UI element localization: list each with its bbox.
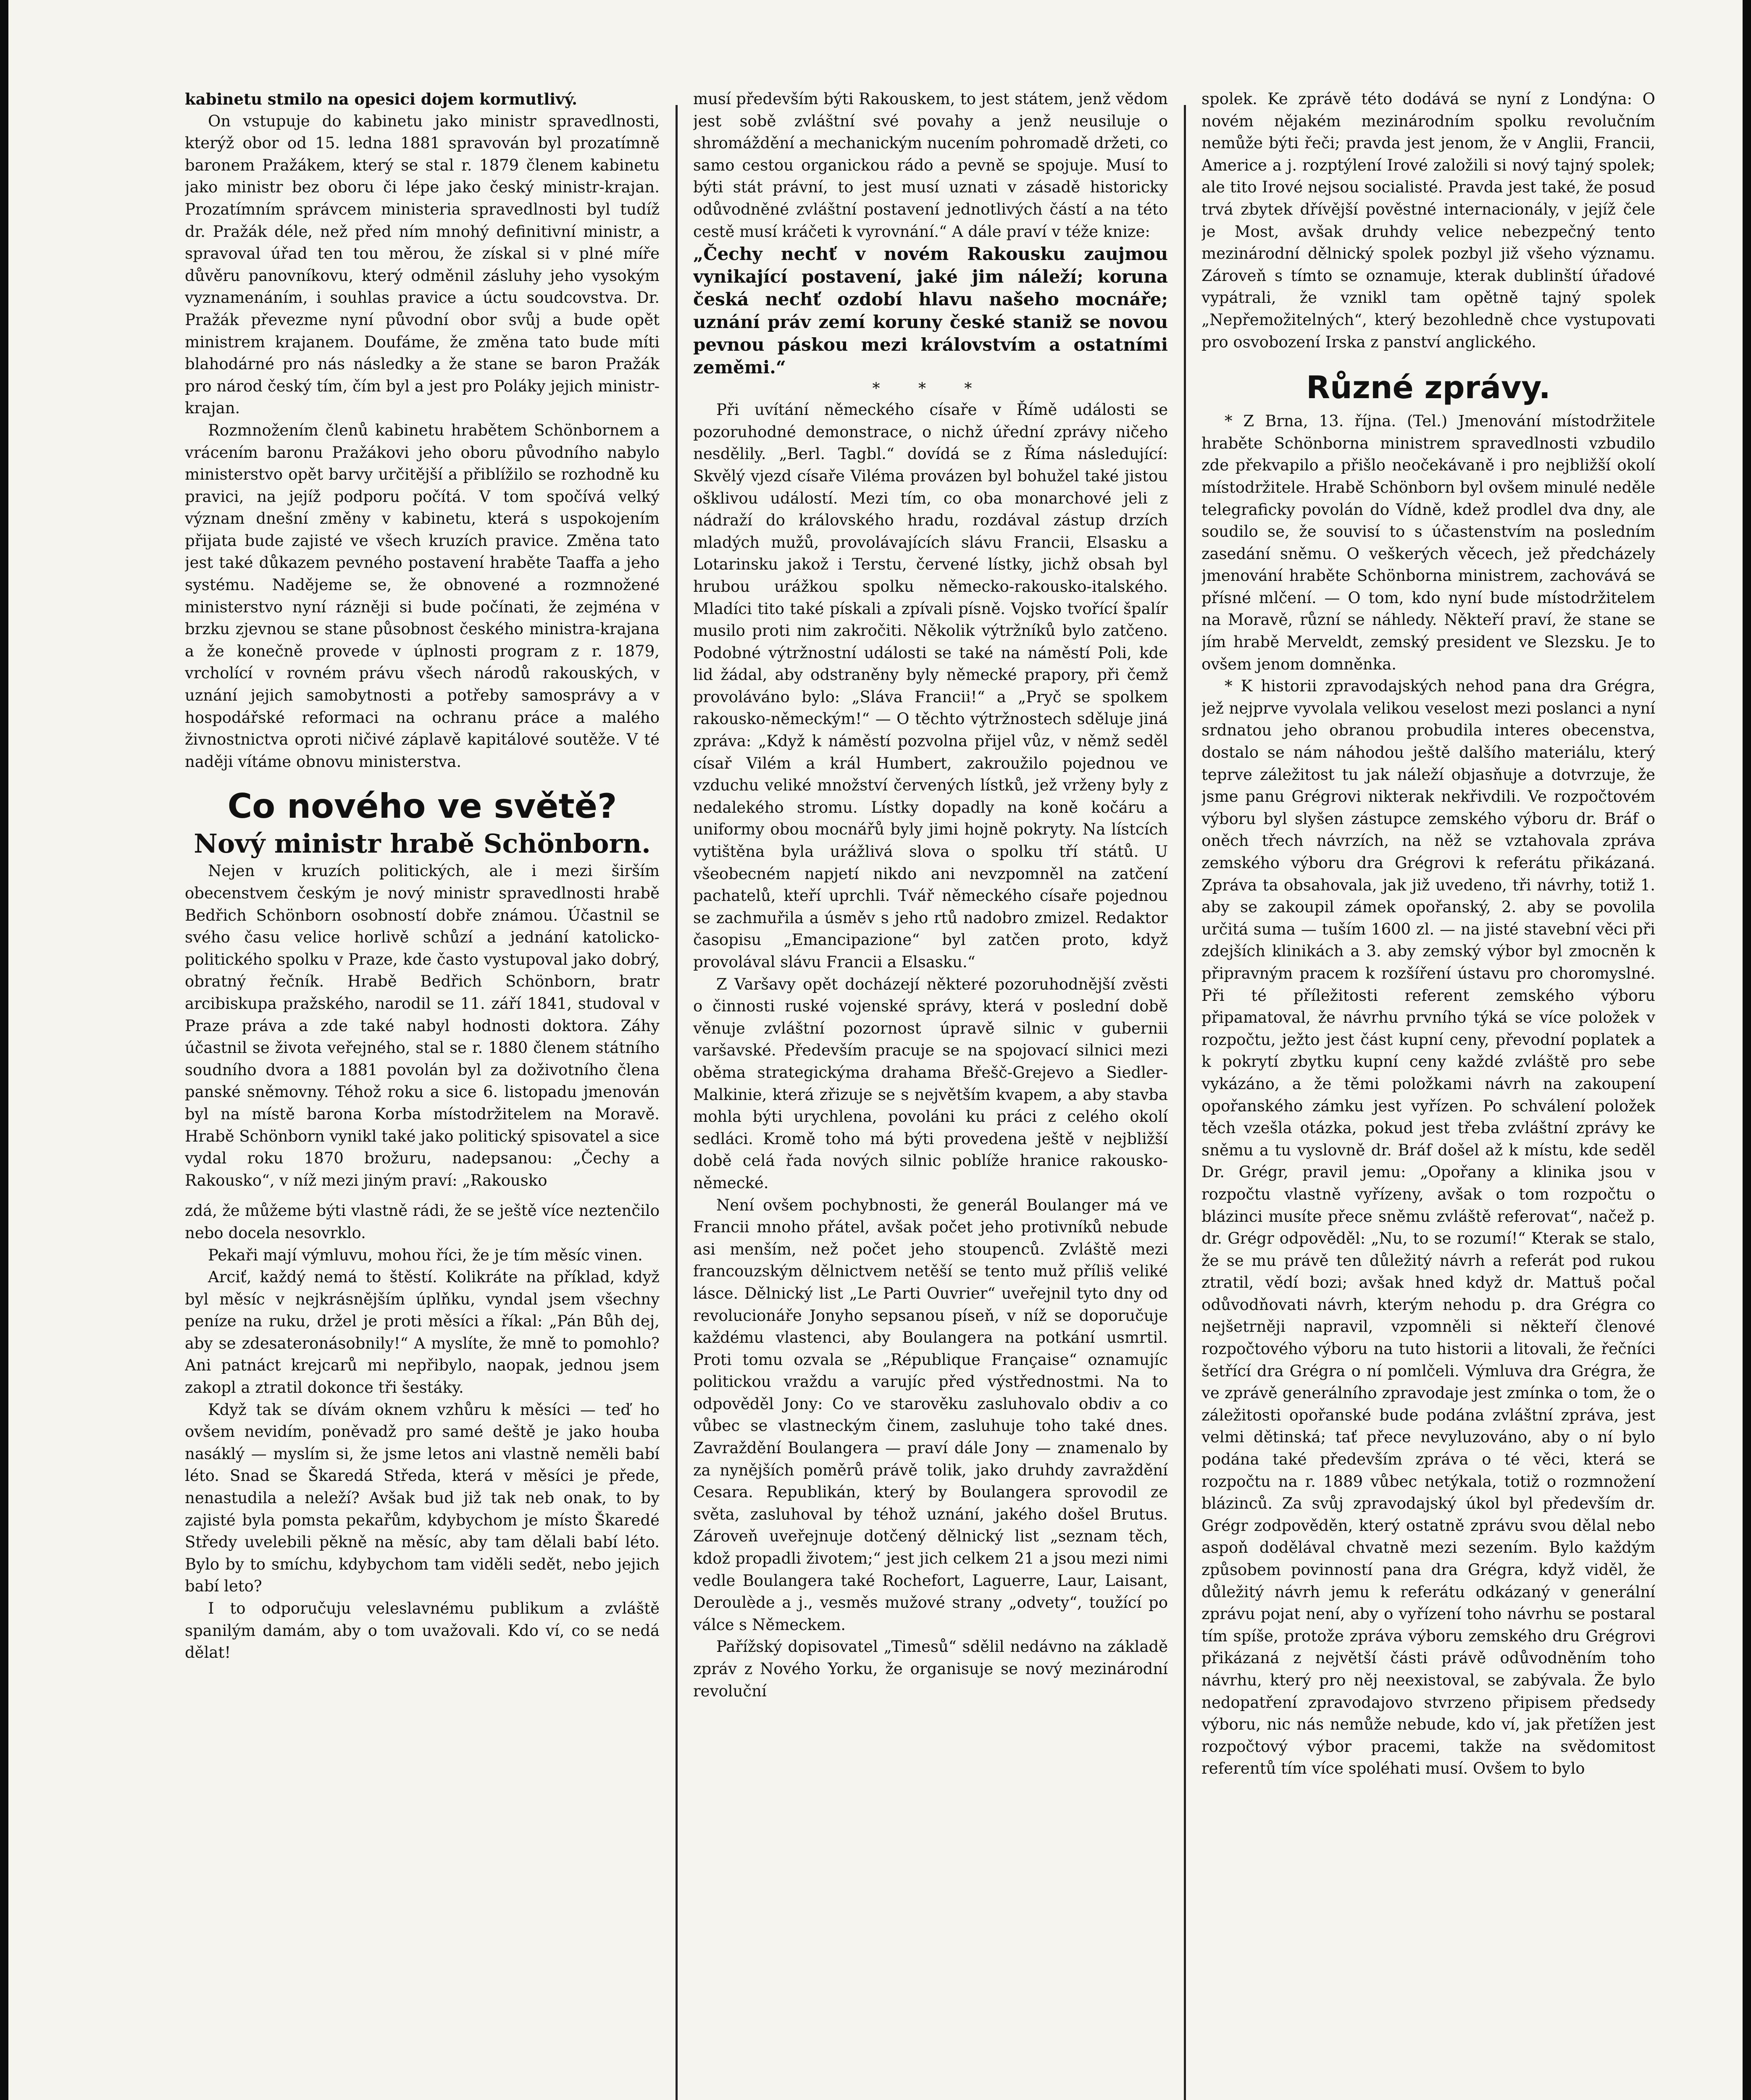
quote: „Čechy nechť v novém Rakousku zaujmou vynikající postavení, jaké jim náleží; koruna česká nechť ozdobí hlavu našeho mocnáře; uznání práv zemí koruny české staniž se novou pevnou páskou mezi královstvím a ostatními zeměmi.“ <box>693 244 1168 378</box>
paragraph: Není ovšem pochybnosti, že generál Boulanger má ve Francii mnoho přátel, avšak počet jeho protivníků nebude asi menším, než počet jeho stoupenců. Zvláště mezi francouzským dělnictvem netěší se tento muž příliš veliké lásce. Dělnický list „Le Parti Ouvrier“ uveřejnil tyto dny od revolucionáře Jonyho sepsanou píseň, v níž se doporučuje každému vlastenci, aby Boulangera na potkání usmrtil. Proti tomu ozvala se „République Française“ oznamujíc politickou vraždu a varujíc před výstřednostmi. Na to odpověděl Jony: Co ve starověku zasluhovalo obdiv a co vůbec se vlastneckým činem, zasluhuje toho také dnes. Zavraždění Boulangera — praví dále Jony — znamenalo by za nynějších poměrů právě tolik, jako druhdy zavraždění Cesara. Republikán, který by Boulangera sprovodil ze světa, zasluhoval by téhož uznání, jakého došel Brutus. Zároveň uveřejnuje dotčený dělnický list „seznam těch, kdož propadli životem;“ jest jich celkem 21 a jsou mezi nimi vedle Boulangera také Rochefort, Laguerre, Laur, Laisant, Deroulède a j., vesměs mužové strany „odvety“, toužící po válce s Německem. <box>693 1196 1168 1634</box>
paragraph: * K historii zpravodajských nehod pana dra Grégra, jež nejprve vyvolala velikou veselost mezi poslanci a nyní srdnatou jeho obranou probudila interes obecenstva, dostalo se nám náhodou ještě dalšího materiálu, který teprve záležitost tu jak náleží objasňuje a dotvrzuje, že jsme panu Grégrovi nikterak nekřivdili. Ve rozpočtovém výboru byl slyšen zástupce zemského výboru dr. Bráf o oněch třech návrzích, na něž se vztahovala zpráva zemského výboru dra Grégrovi k referátu přikázaná. Zpráva ta obsahovala, jak již uvedeno, tři návrhy, totiž 1. aby se zakoupil zámek opořanský, 2. aby se povolila určitá suma — tuším 1600 zl. — na jisté stavební věci při zdejších klinikách a 3. aby zemský výbor byl zmocněn k připravným pracem k rozšíření ústavu pro choromyslné. Při té příležitosti referent zemského výboru připamatoval, že návrhu prvního týká se více položek v rozpočtu, ježto jest část kupní ceny, převodní poplatek a k pokrytí zbytku kupní ceny každé zvláště pro sebe vykázáno, a že těmi položkami návrh na zakoupení opořanského zámku jest vyřízen. Po schválení položek těch vzešla otázka, pokud jest třeba zvláštní zprávy ke sněmu a tu vyslovně dr. Bráf došel až k místu, kde seděl Dr. Grégr, pravil jemu: „Opořany a klinika jsou v rozpočtu vlastně vyřízeny, avšak o tom rozpočtu o blázinci musíte přece sněmu zvláště referovat“, načež p. dr. Grégr odpověděl: „Nu, to se rozumí!“ Kterak se stalo, že se mu právě ten důležitý návrh a referát pod rukou ztratil, vědí bozi; avšak hned když dr. Mattuš počal odůvodňovati návrh, kterým nehodu p. dra Grégra co nejšetrněji napravil, vzpomněli si někteří členové rozpočtového výboru na tuto historii a litovali, že řečníci šetřící dra Grégra o ní pomlčeli. Výmluva dra Grégra, že ve zprávě generálního zpravodaje jest zmínka o tom, že o záležitosti opořanské bude podána zvláštní zpráva, jest velmi dětinská; tať přece nevyluzováno, aby o ní bylo podána také především zpráva o té věci, která se rozpočtu na r. 1889 vůbec netýkala, totiž o rozmnožení blázinců. Za svůj zpravodajský úkol byl především dr. Grégr zodpověděn, který ostatně zprávu svou dělal nebo aspoň dodělával chvatně mezi sezením. Bylo každým způsobem povinností pana dra Grégra, když viděl, že důležitý návrh jemu k referátu odkázaný v generální zprávu pojat není, aby o vyřízení toho návrhu se postaral tím spíše, protože zpráva výboru zemského dru Grégrovi přikázaná z největší části právě odůvodněním toho návrhu, který pro něj neexistoval, se zabývala. Že bylo nedopatření zpravodajovo stvrzeno připisem předsedy výboru, nic nás nemůže nebude, kdo ví, jak přetížen jest rozpočtový výbor pracemi, takže na svědomitost referentů tím více spoléhati musí. Ovšem to bylo <box>1202 677 1655 1778</box>
article-title: Nový ministr hrabě Schönborn. <box>194 828 651 859</box>
paragraph: Pekaři mají výmluvu, mohou říci, že je tím měsíc vinen. <box>208 1246 643 1264</box>
paragraph: musí především býti Rakouskem, to jest státem, jenž vědom jest sobě zvláštní své povahy a jenž neusiluje o shromáždění a mechanickým nucením pohromadě držeti, co samo cestou organickou rádo a pevně se spojuje. Musí to býti stát právní, to jest musí uznati v zásadě historicky odůvodněné zvláštní postavení jednotlivých částí a na této cestě musí kráčeti k vyrovnání.“ A dále praví v téže knize: <box>693 90 1168 241</box>
section-heading: Různé zprávy. <box>1306 370 1551 406</box>
column-1 <box>185 88 660 2100</box>
paragraph: Při uvítání německého císaře v Římě události se pozoruhodné demonstrace, o nichž úřední zprávy ničeho nesdělily. „Berl. Tagbl.“ dovídá se z Říma následující: Skvělý vjezd císaře Viléma provázen byl bohužel také jistou ošklivou událostí. Mezi tím, co oba monarchové jeli z nádraží do královského hradu, rozdával zástup drzích mladých mužů, provolávajících slávu Francii, Elsasku a Lotarinsku jakož i Terstu, červené lístky, jichž obsah byl hrubou urážkou spolku německo-rakousko-italského. Mladíci tito také pískali a zpívali písně. Vojsko tvořící špalír musilo proti nim zakročiti. Několik výtržníků bylo zatčeno. Podobné výtržnostní události se také na náměstí Poli, kde lid žádal, aby odstraněny byly německé prapory, při čemž provoláváno bylo: „Sláva Francii!“ a „Pryč se spolkem rakousko-německým!“ — O těchto výtržnostech sděluje jiná zpráva: „Když k náměstí pozvolna přijel vůz, v němž seděl císař Vilém a král Humbert, zakroužilo pojednou ve vzduchu veliké množství červených lístků, jež vrženy byly z nedalekého stromu. Lístky dopadly na koně kočáru a uniformy obou mocnářů byly jimi hojně pokryty. Na lístcích vytištěna byla urážlivá slova o spolku tří států. U všeobecném napjetí nikdo ani nevzpomněl na zatčení pachatelů, kteří uprchli. Tvář německého císaře pojednou se zachmuřila a úsměv s jeho rtů nadobro zmizel. Redaktor časopisu „Emancipazione“ byl zatčen proto, když provolával slávu Francii a Elsasku.“ <box>693 401 1168 971</box>
paragraph: On vstupuje do kabinetu jako ministr spravedlnosti, kterýž obor od 15. ledna 1881 spravován byl prozatímně baronem Pražákem, který se stal r. 1879 členem kabinetu jako ministr bez oboru či lépe jako český ministr-krajan. Prozatímním správcem ministeria spravedlnosti byl tudíž dr. Pražák déle, než před ním mnohý definitivní ministr, a spravoval úřad ten tou měrou, že získal si v plné míře důvěru panovníkovu, který odměnil zásluhy jeho vysokým vyznamenáním, i souhlas pravice a úctu soudcovstva. Dr. Pražák převezme nyní původní obor svůj a bude opět ministrem krajanem. Doufáme, že změna tato bude míti blahodárné pro nás následky a že stane se baron Pražák pro národ český tím, čím byl a jest pro Poláky jejich ministr-krajan. <box>185 112 660 417</box>
column-2 <box>693 88 1168 2100</box>
paragraph: Rozmnožením členů kabinetu hrabětem Schönbornem a vrácením baronu Pražákovi jeho oboru původního nabylo ministerstvo opět barvy určitější a přiblížilo se rozhodně ku pravici, na jejíž podporu počítá. V tom spočívá velký význam dnešní změny v kabinetu, která s uspokojením přijata bude zajisté ve všech kruzích pravice. Změna tato jest také důkazem pevného postavení hraběte Taaffa a jeho systému. Nadějeme se, že obnovené a rozmnožené ministerstvo nyní rázněji si bude počínati, že zejména v brzku zjevnou se stane působnost českého ministra-krajana a že konečně provede v úplnosti program z r. 1879, vrcholící v rovném právu všech národů rakouských, v uznání jejich samobytnosti a potřeby samosprávy a v hospodářské reformaci na ochranu práce a malého živnostnictva oproti ničivé záplavě kapitálové soutěže. V té naději vítáme obnovu ministerstva. <box>185 421 660 771</box>
scan-edge-right <box>1743 0 1751 2100</box>
separator-stars: * * * <box>872 380 989 398</box>
paragraph: spolek. Ke zprávě této dodává se nyní z Londýna: O novém nějakém mezinárodním spolku revolučním nemůže býti řeči; pravda jest jenom, že v Anglii, Francii, Americe a j. rozptýlení Irové založili si nový tajný spolek; ale tito Irové nejsou socialisté. Pravda jest také, že posud trvá zbytek dřívější pověstné internacionály, v jejíž čele je Most, avšak druhdy velice nebezpečný tento mezinárodní dělnický spolek pozbyl již všeho významu. Zároveň s tímto se oznamuje, kterak dublinští úřadové vypátrali, že vznikl tam opětně tajný spolek „Nepřemožitelných“, který bezohledně chce vystupovati pro osvobození Irska z panství anglického. <box>1202 90 1655 351</box>
section-heading: Co nového ve světě? <box>227 787 617 826</box>
paragraph: kabinetu stmilo na opesici dojem kormutlivý. <box>185 90 577 108</box>
column-3 <box>1202 88 1655 2100</box>
paragraph: zdá, že můžeme býti vlastně rádi, že se ještě více neztenčilo nebo docela nesovrklo. <box>185 1202 660 1242</box>
newspaper-page <box>185 88 1655 2100</box>
paragraph: Nejen v kruzích politických, ale i mezi širším obecenstvem českým je nový ministr spravedlnosti hrabě Bedřich Schönborn osobností dobře známou. Účastnil se svého času velice horlivě schůzí a jednání katolicko-politického spolku v Praze, kde často vystupoval jako dobrý, obratný řečník. Hrabě Bedřich Schönborn, bratr arcibiskupa pražského, narodil se 11. září 1841, studoval v Praze práva a zde také nabyl hodnosti doktora. Záhy účastnil se života veřejného, stal se r. 1880 členem státního soudního dvora a 1881 povolán byl za doživotního člena panské sněmovny. Téhož roku a sice 6. listopadu jmenován byl na místě barona Korba místodržitelem na Moravě. Hrabě Schönborn vynikl také jako politický spisovatel a sice vydal roku 1870 brožuru, nadepsanou: „Čechy a Rakousko“, v níž mezi jiným praví: „Rakousko <box>185 862 660 1189</box>
column-divider <box>1184 105 1186 2100</box>
paragraph: Když tak se dívám oknem vzhůru k měsíci — teď ho ovšem nevidím, poněvadž pro samé deště je jako houba nasáklý — myslím si, že jsme letos ani vlastně neměli babí léto. Snad se Škaredá Středa, která v měsíci je přede, nenastudila a neleží? Avšak bud již tak neb onak, to by zajisté byla pomsta pekařům, kdybychom je místo Škaredé Středy uvelebili pěkně na měsíc, aby tam dělali babí léto. Bylo by to smíchu, kdybychom tam viděli sedět, nebo jejich babí leto? <box>185 1400 660 1596</box>
paragraph: * Z Brna, 13. října. (Tel.) Jmenování místodržitele hraběte Schönborna ministrem spravedlnosti vzbudilo zde překvapilo a přišlo neočekávaně i pro nejbližší okolí místodržitele. Hrabě Schönborn byl ovšem minulé neděle telegraficky povolán do Vídně, kdež prodlel dva dny, ale soudilo se, že souvisí to s účastenstvím na posledním zasedání sněmu. O veškerých věcech, jež předcházely jmenování hraběte Schönborna ministrem, zachovává se přísné mlčení. — O tom, kdo nyní bude místodržitelem na Moravě, různí se náhledy. Někteří praví, že stane se jím hrabě Merveldt, zemský president ve Slezsku. Je to ovšem jenom domněnka. <box>1202 412 1655 673</box>
paragraph: Pařížský dopisovatel „Timesů“ sdělil nedávno na základě zpráv z Nového Yorku, že organisuje se nový mezinárodní revoluční <box>693 1638 1168 1700</box>
scan-edge-left <box>0 0 8 2100</box>
paragraph: I to odporučuju veleslavnému publikum a zvláště spanilým damám, aby o tom uvažovali. Kdo ví, co se nedá dělat! <box>185 1599 660 1662</box>
paragraph: Arciť, každý nemá to štěstí. Kolikráte na příklad, když byl měsíc v nejkrásnějším úplňku, vyndal jsem všechny peníze na ruku, držel je proti měsíci a říkal: „Pán Bůh dej, aby se zdesateronásobnily!“ A myslíte, že mně to pomohlo? Ani patnáct krejcarů mi nepřibylo, naopak, jednou jsem zakopl a ztratil dokonce tři šestáky. <box>185 1268 660 1397</box>
column-divider <box>676 105 678 2100</box>
paragraph: Z Varšavy opět docházejí některé pozoruhodnější zvěsti o činnosti ruské vojenské správy, která v poslední době věnuje zvláštní pozornost úpravě silnic v gubernii varšavské. Především pracuje se na spojovací silnici mezi oběma strategickýma drahama Břešč-Grejevo a Siedler-Malkinie, která zřizuje se s největším kvapem, a aby stavba mohla býti urychlena, povoláni ku práci z celého okolí sedláci. Kromě toho má býti provedena ještě v nejbližší době celá řada nových silnic poblíže hranice rakousko-německé. <box>693 975 1168 1192</box>
